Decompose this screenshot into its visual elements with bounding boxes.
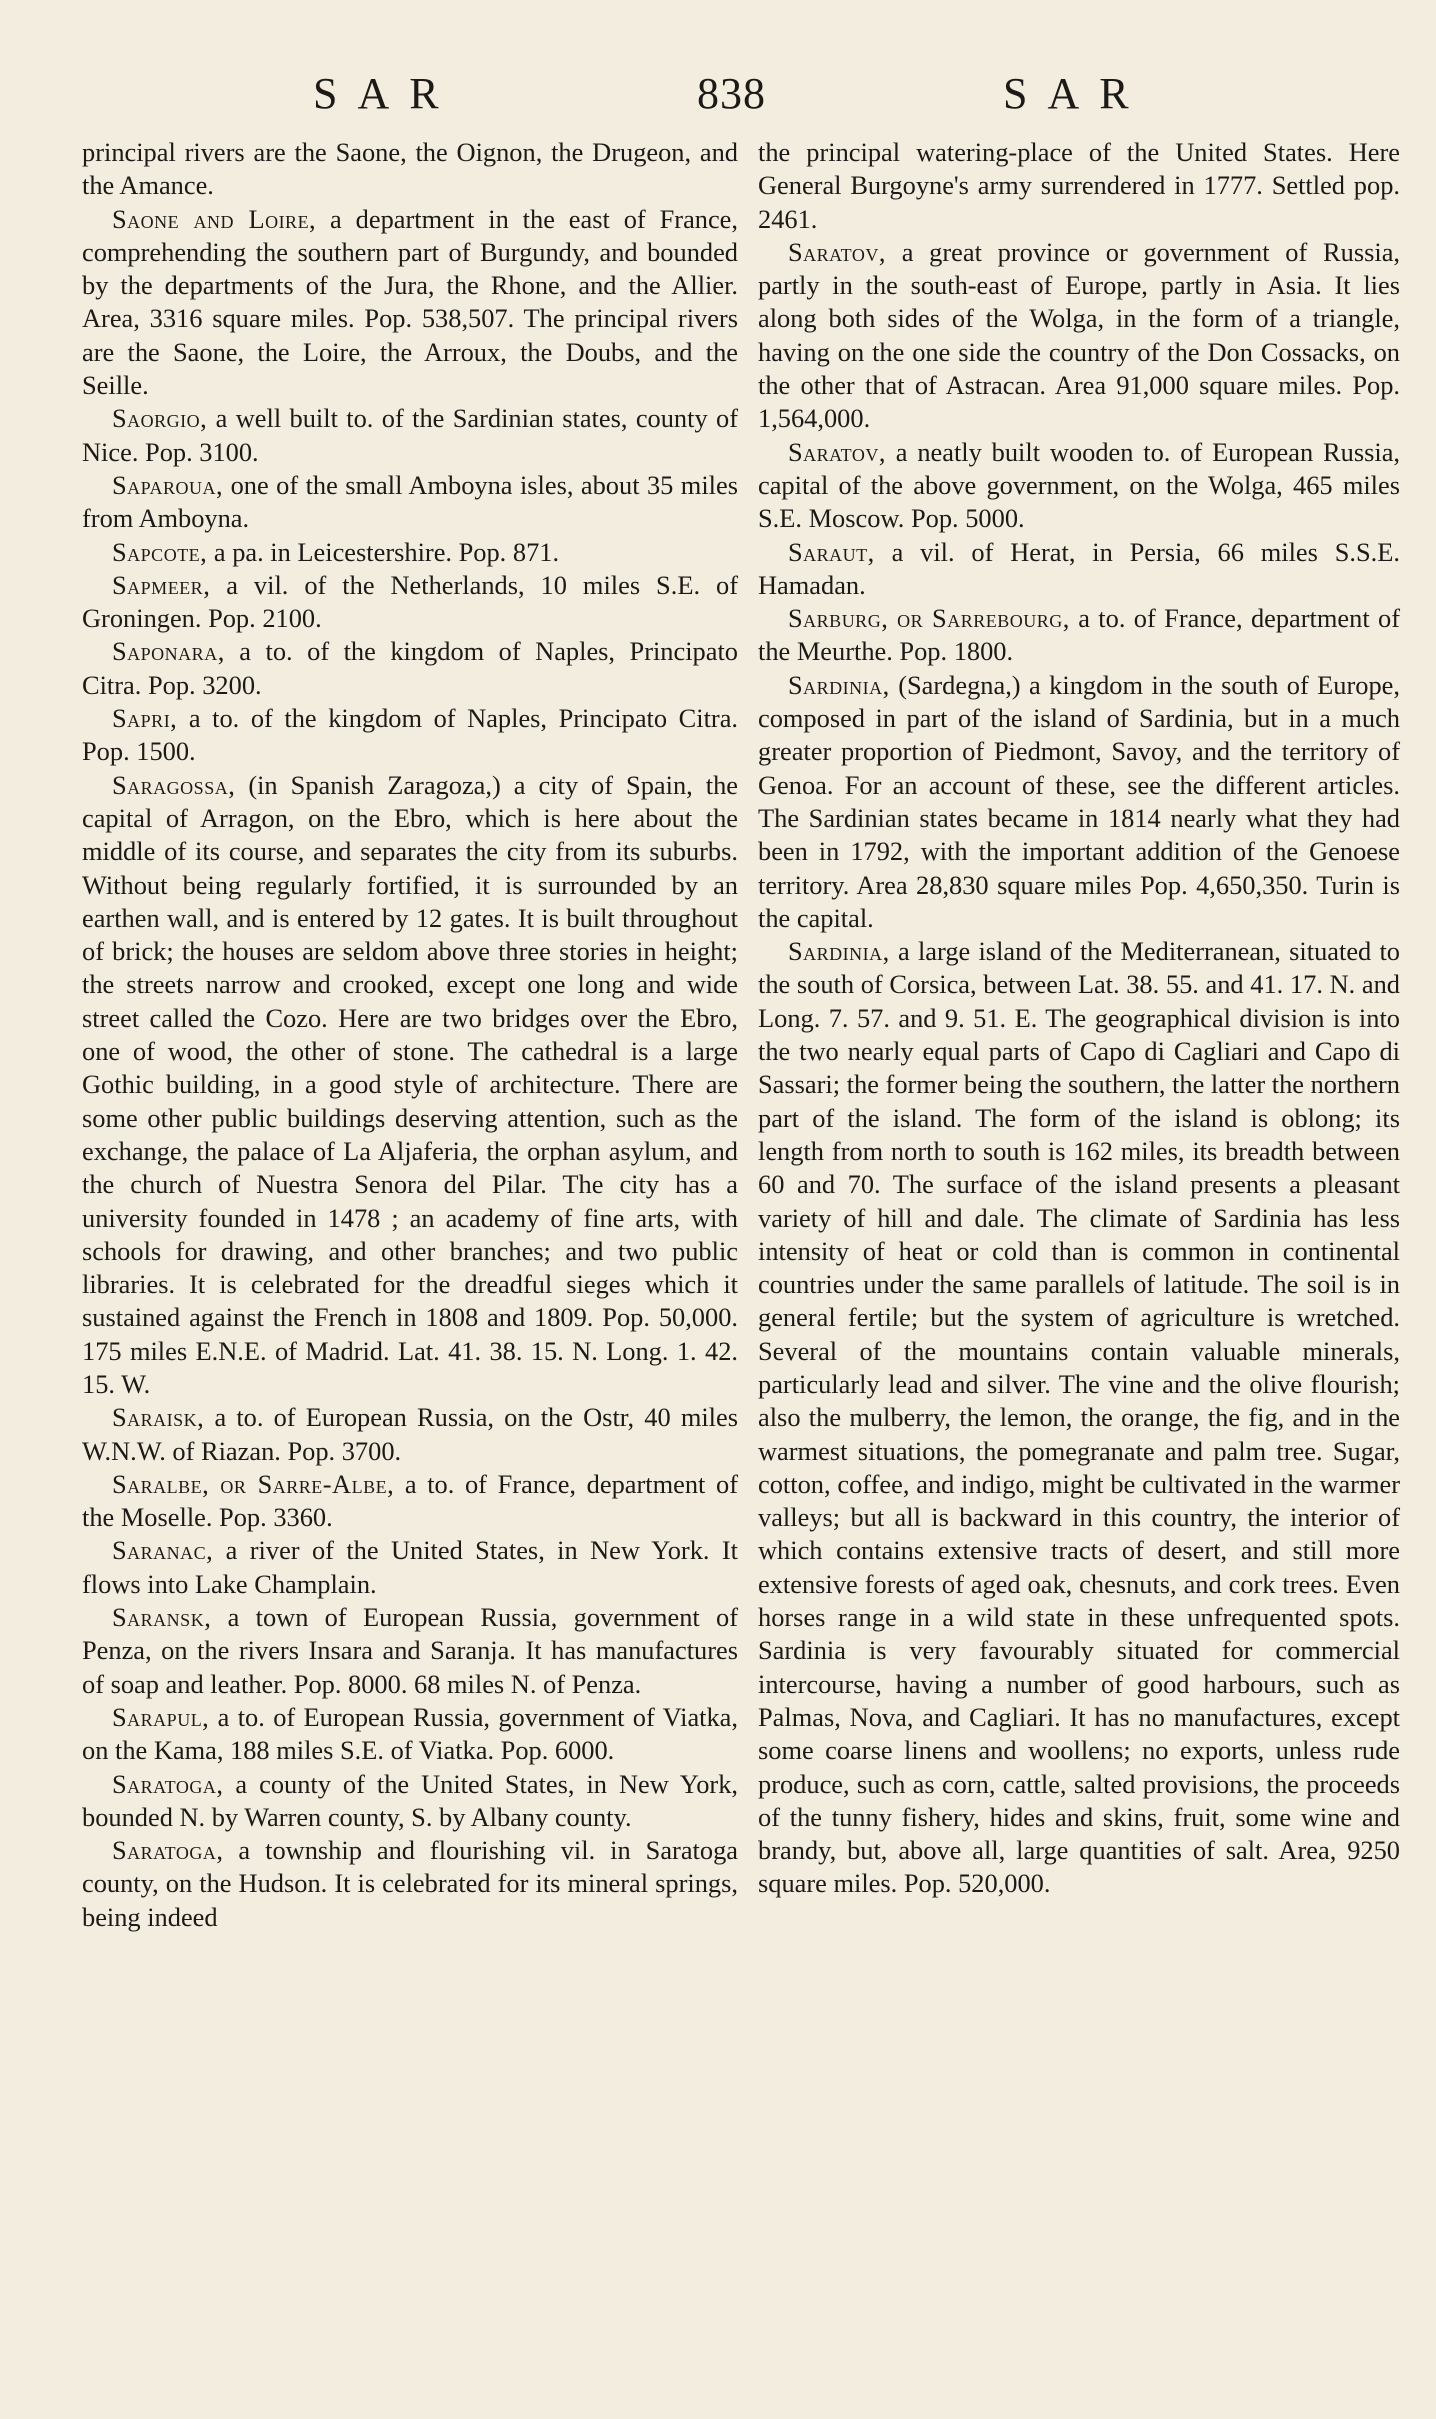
header-left-guideword: SAR — [313, 69, 459, 118]
entry-text: (in Spanish Zaragoza,) a city of Spain, the capital of Arragon, on the Ebro, which is here about the middle of its course, and separates the city from its suburbs. Without being regularly fortified, it is surrounded by an earthen wall, and is entered by 12 gates. It is built throughout of brick; the houses are seldom above three stories in height; the streets narrow and crooked, except one long and wide street called the Cozo. Here are two bridges over the Ebro, one of wood, the other of stone. The cathedral is a large Gothic building, in a good style of architecture. There are some other public buildings deserving attention, such as the exchange, the palace of La Aljaferia, the orphan asylum, and the church of Nuestra Senora del Pilar. The city has a university founded in 1478 ; an academy of fine arts, with schools for drawing, and other branches; and two public libraries. It is celebrated for the dreadful sieges which it sustained against the French in 1808 and 1809. Pop. 50,000. 175 miles E.N.E. of Madrid. Lat. 41. 38. 15. N. Long. 1. 42. 15. W. — [82, 769, 738, 1399]
entry-text: a to. of the kingdom of Naples, Principato Citra. Pop. 1500. — [82, 703, 738, 767]
entry-text: (Sardegna,) a kingdom in the south of Europe, composed in part of the island of Sardinia, but in a much greater proportion of Piedmont, Savoy, and the territory of Genoa. For an account of these, see the different articles. The Sardinian states became in 1814 nearly what they had been in 1792, with the important addition of the Genoese territory. Area 28,830 square miles Pop. 4,650,350. Turin is the capital. — [758, 669, 1400, 933]
entry — [82, 569, 738, 636]
page-header — [0, 68, 1436, 138]
entry-text: a to. of France, department of the Moselle. Pop. 3360. — [82, 1468, 738, 1533]
entry-headword: Saratov, — [788, 436, 886, 467]
entry-text: a township and flourishing vil. in Saratoga county, on the Hudson. It is celebrated for its mineral springs, being indeed — [82, 1835, 738, 1932]
entry-text: the principal watering-place of the United States. Here General Burgoyne's army surrendered in 1777. Settled pop. 2461. — [758, 137, 1400, 234]
entry — [82, 469, 738, 536]
entry — [758, 602, 1400, 669]
entry-headword: Saragossa, — [112, 769, 236, 800]
entry-text: a to. of European Russia, government of Viatka, on the Kama, 188 miles S.E. of Viatka. Pop. 6000. — [82, 1701, 738, 1766]
entry-text: a river of the United States, in New York. It flows into Lake Champlain. — [82, 1535, 738, 1599]
entry-text: a large island of the Mediterranean, situated to the south of Corsica, between Lat. 38. 55. and 41. 17. N. and Long. 7. 57. and 9. 51. E. The geographical division is into the two nearly equal parts of Capo di Cagliari and Capo di Sassari; the former being the southern, the latter the northern part of the island. The form of the island is oblong; its length from north to south is 162 miles, its breadth between 60 and 70. The surface of the island presents a pleasant variety of hill and dale. The climate of Sardinia has less intensity of heat or cold than is common in continental countries under the same parallels of latitude. The soil is in general fertile; but the system of agriculture is wretched. Several of the mountains contain valuable minerals, particularly lead and silver. The vine and the olive flourish; also the mulberry, the lemon, the orange, the fig, and in the warmest situations, the pomegranate and palm tree. Sugar, cotton, coffee, and indigo, might be cultivated in the warmer valleys; but all is backward in this country, the interior of which contains extensive tracts of desert, and still more extensive forests of aged oak, chesnuts, and cork trees. Even horses range in a wild state in these unfrequented spots. Sardinia is very favourably situated for commercial intercourse, having a number of good harbours, such as Palmas, Nova, and Cagliari. It has no manufactures, except some coarse linens and woollens; no exports, unless rude produce, such as corn, cattle, salted provisions, the proceeds of the tunny fishery, hides and skins, fruit, some wine and brandy, but, above all, large quantities of salt. Area, 9250 square miles. Pop. 520,000. — [758, 936, 1400, 1899]
entry — [82, 1534, 738, 1601]
entry-headword: Saone and Loire, — [112, 203, 317, 234]
entry-headword: Sarapul, — [112, 1701, 210, 1732]
entry-headword: Sardinia, — [788, 936, 890, 967]
entry — [82, 1401, 738, 1468]
header-right-guideword: SAR — [1003, 69, 1149, 118]
entry-headword: Sardinia, — [788, 669, 890, 700]
entry-text: a department in the east of France, comprehending the southern part of Burgundy, and bounded by the departments of the Jura, the Rhone, and the Allier. Area, 3316 square miles. Pop. 538,507. The principal rivers are the Saone, the Loire, the Arroux, the Doubs, and the Seille. — [82, 203, 738, 401]
entry-headword: Saraut, — [788, 536, 875, 567]
entry-text: a vil. of the Netherlands, 10 miles S.E. of Groningen. Pop. 2100. — [82, 569, 738, 634]
entry — [758, 935, 1400, 1901]
entry-text: a well built to. of the Sardinian states, county of Nice. Pop. 3100. — [82, 403, 738, 467]
entry-text: a town of European Russia, government of Penza, on the rivers Insara and Saranja. It has manufactures of soap and leather. Pop. 8000. 68 miles N. of Penza. — [82, 1602, 738, 1699]
page-number: 838 — [697, 69, 766, 118]
entry — [82, 1701, 738, 1768]
entry-headword: Saponara, — [112, 636, 225, 667]
entry-text: a great province or government of Russia, partly in the south-east of Europe, partly in Asia. It lies along both sides of the Wolga, in the form of a triangle, having on the one side the country of the Don Cossacks, on the other that of Astracan. Area 91,000 square miles. Pop. 1,564,000. — [758, 236, 1400, 434]
entry — [758, 669, 1400, 935]
entry — [82, 136, 738, 203]
entry-headword: Saratoga, — [112, 1768, 224, 1799]
entry-text: a to. of France, department of the Meurthe. Pop. 1800. — [758, 603, 1401, 667]
entry-headword: Saransk, — [112, 1602, 212, 1633]
entry — [82, 402, 738, 469]
entry — [758, 136, 1400, 236]
entry-headword: Sapri, — [112, 703, 178, 734]
entry-text: a neatly built wooden to. of European Russia, capital of the above government, on the Wolga, 465 miles S.E. Moscow. Pop. 5000. — [758, 436, 1400, 534]
entry — [758, 436, 1400, 536]
entry-headword: Sapmeer, — [112, 569, 211, 600]
entry — [82, 635, 738, 702]
entry-headword: Saralbe, or Sarre-Albe, — [112, 1468, 395, 1499]
entry — [82, 1468, 738, 1535]
left-column — [82, 136, 738, 1934]
entry-headword: Saratoga, — [112, 1835, 224, 1866]
entry — [82, 203, 738, 403]
entry — [82, 536, 738, 569]
entry-headword: Sarburg, or Sarrebourg, — [788, 603, 1070, 634]
entry — [758, 536, 1400, 603]
entry-text: a to. of the kingdom of Naples, Principato Citra. Pop. 3200. — [82, 636, 738, 700]
entry-headword: Saratov, — [788, 236, 886, 267]
entry-text: principal rivers are the Saone, the Oignon, the Drugeon, and the Amance. — [82, 137, 738, 201]
entry-text: a to. of European Russia, on the Ostr, 40 miles W.N.W. of Riazan. Pop. 3700. — [82, 1402, 738, 1466]
entry-headword: Saranac, — [112, 1535, 214, 1566]
entry-headword: Saraisk, — [112, 1402, 205, 1433]
entry — [82, 769, 738, 1402]
entry — [758, 236, 1400, 436]
entry — [82, 1834, 738, 1934]
entry-text: one of the small Amboyna isles, about 35 miles from Amboyna. — [82, 469, 738, 534]
entry — [82, 702, 738, 769]
entry-text: a county of the United States, in New York, bounded N. by Warren county, S. by Albany county. — [82, 1768, 738, 1832]
entry — [82, 1768, 738, 1835]
entry-headword: Saorgio, — [112, 403, 208, 434]
entry — [82, 1601, 738, 1701]
entry-headword: Sapcote, — [112, 536, 208, 567]
entry-headword: Saparoua, — [112, 469, 224, 500]
right-column — [758, 136, 1400, 1901]
entry-text: a pa. in Leicestershire. Pop. 871. — [207, 536, 560, 567]
entry-text: a vil. of Herat, in Persia, 66 miles S.S.E. Hamadan. — [758, 536, 1400, 600]
